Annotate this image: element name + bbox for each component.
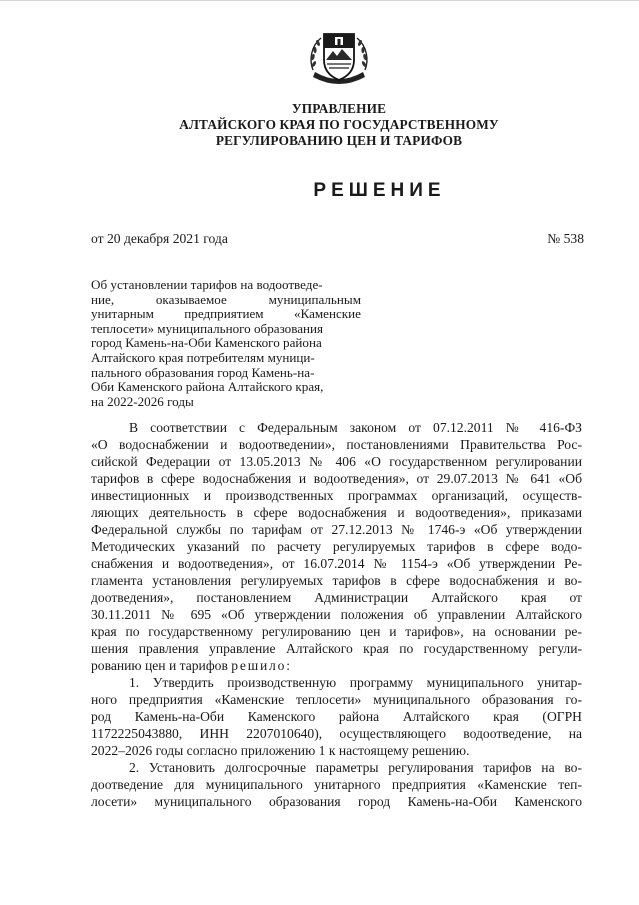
body-line: Федеральной службы по тарифам от 27.12.2013 № 1746-э «Об утверждении <box>91 522 582 537</box>
body-line: шения правления управление Алтайского края по государственному регули- <box>91 641 582 656</box>
body-line: края по государственному регулированию цен и тарифов», на основании ре- <box>91 624 582 639</box>
subject-line: Оби Каменского района Алтайского края, <box>91 379 324 395</box>
subject-line: ние, оказываемое муниципальным <box>91 291 361 307</box>
authority-line-2: АЛТАЙСКОГО КРАЯ ПО ГОСУДАРСТВЕННОМУ <box>179 117 499 132</box>
body-line: 1. Утвердить производственную программу муниципального унитар- <box>129 675 582 690</box>
body-line: 30.11.2011 № 695 «Об утверждении положения об управлении Алтайского <box>91 607 582 622</box>
body-line: 2022–2026 годы согласно приложению 1 к настоящему решению. <box>91 743 470 758</box>
body-line: Методических указаний по расчету регулируемых тарифов в сфере водо- <box>91 539 582 554</box>
document-number: № 538 <box>547 231 584 246</box>
document-type-heading: РЕШЕНИЕ <box>313 180 446 201</box>
issuing-authority <box>140 101 538 149</box>
subject-line: унитарным предприятием «Каменские <box>91 306 361 322</box>
document-date: от 20 декабря 2021 года <box>91 231 228 246</box>
subject-block <box>91 278 361 409</box>
authority-line-1: УПРАВЛЕНИЕ <box>291 101 387 116</box>
body-line: ляющих деятельность в сфере водоснабжения и водоотведения», приказами <box>91 505 582 520</box>
body-line <box>91 657 582 674</box>
page-top-edge <box>0 0 639 1</box>
subject-line: Алтайского края потребителям муници- <box>91 349 315 365</box>
body-line-text: рованию цен и тарифов <box>91 658 232 673</box>
body-line: тарифов в сфере водоснабжения и водоотведения», от 29.07.2013 № 641 «Об <box>91 471 582 486</box>
body-line: доотведения», постановлением Администрации Алтайского края от <box>91 590 582 605</box>
authority-line-3: РЕГУЛИРОВАНИЮ ЦЕН И ТАРИФОВ <box>215 133 463 148</box>
subject-line: на 2022-2026 годы <box>91 393 194 409</box>
body-line: лосети» муниципального образования город Камень-на-Оби Каменского <box>91 794 582 809</box>
body-line: доотведение для муниципального унитарного предприятия «Каменские теп- <box>91 777 582 792</box>
body-line: В соответствии с Федеральным законом от 07.12.2011 № 416-ФЗ <box>129 420 582 435</box>
subject-line: Об установлении тарифов на водоотведе- <box>91 277 323 292</box>
altai-krai-coat-of-arms-icon <box>303 24 375 94</box>
subject-line: пального образования город Камень-на- <box>91 364 315 380</box>
body-line: род Камень-на-Оби Каменского района Алтайского края (ОГРН <box>91 709 582 724</box>
subject-line: теплосети» муниципального образования <box>91 320 324 336</box>
body-line: 1172225043880, ИНН 2207010640), осуществляющего водоотведение, на <box>91 726 582 741</box>
decision-body <box>91 419 582 810</box>
resolved-word: решило: <box>231 658 292 673</box>
body-line: инвестиционных и производственных программах организаций, осуществ- <box>91 488 582 503</box>
body-line: 2. Установить долгосрочные параметры регулирования тарифов на во- <box>129 760 582 775</box>
body-line: гламента установления регулируемых тарифов в сфере водоснабжения и во- <box>91 573 582 588</box>
body-line: ного предприятия «Каменские теплосети» муниципального образования го- <box>91 692 582 707</box>
body-line: сийской Федерации от 13.05.2013 № 406 «О государственном регулировании <box>91 454 582 469</box>
body-line: снабжения и водоотведения», от 16.07.2014 № 1154-э «Об утверждении Ре- <box>91 556 582 571</box>
subject-line: город Камень-на-Оби Каменского района <box>91 335 322 351</box>
body-line: «О водоснабжении и водоотведении», постановлениями Правительства Рос- <box>91 437 582 452</box>
